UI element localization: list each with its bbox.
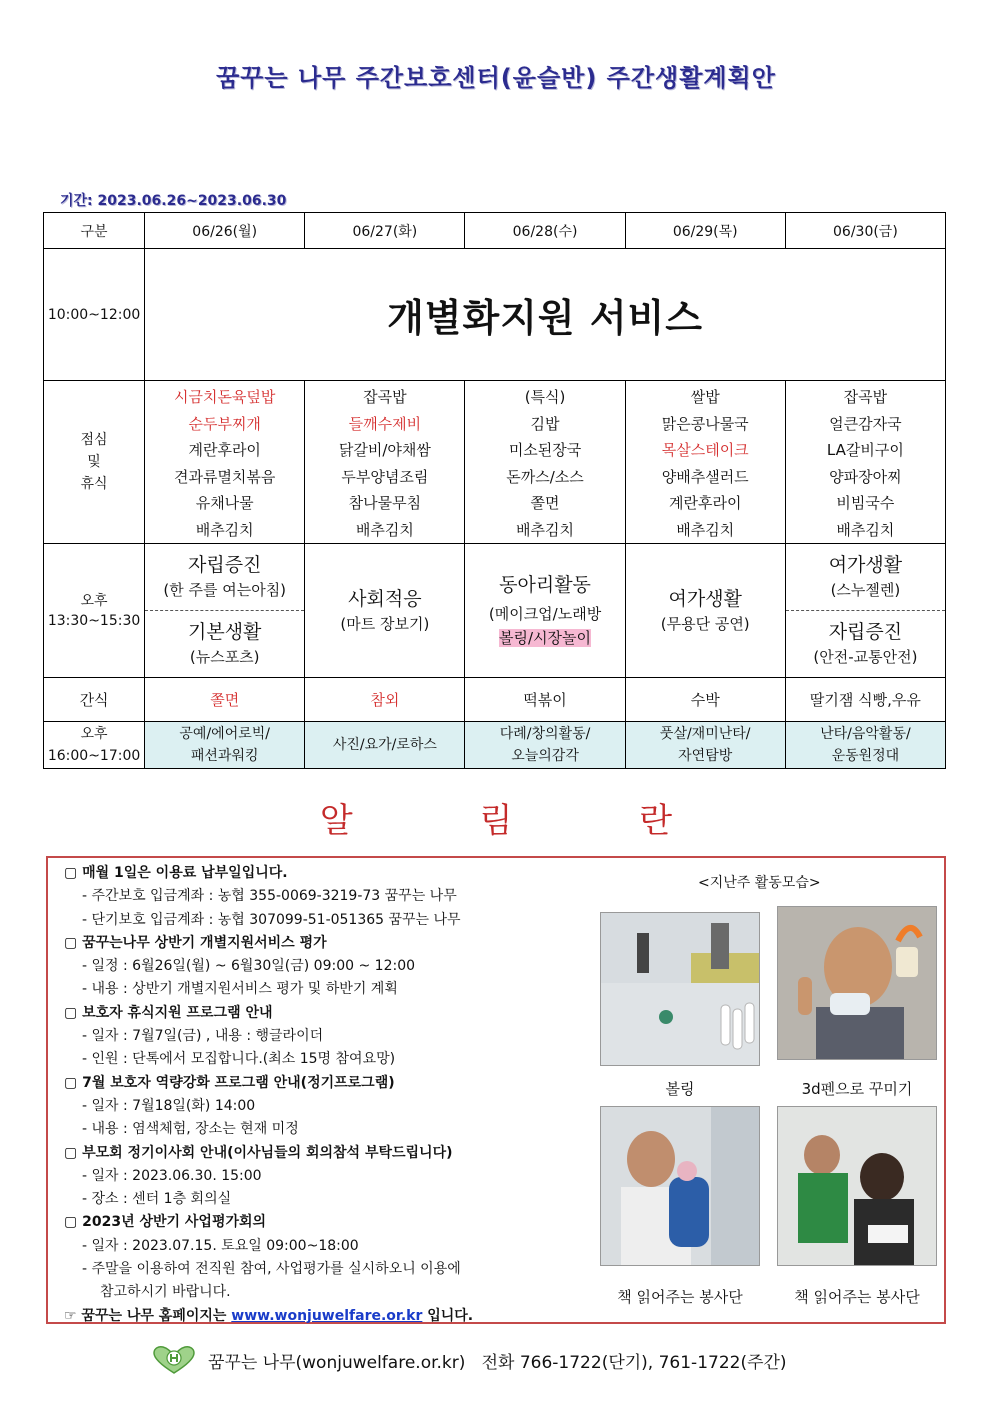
menu-item: 시금치돈육덮밥 (173, 388, 276, 406)
notice-detail: - 일자 : 2023.07.15. 토요일 09:00~18:00 (82, 1237, 359, 1254)
activity-title: 여가생활 (668, 587, 742, 610)
morning-row (44, 249, 946, 381)
homepage-line (64, 1305, 604, 1328)
late-line: 난타/음악활동/ (820, 726, 911, 742)
menu-item: 미소된장국 (508, 441, 582, 459)
notice-detail: - 내용 : 상반기 개별지원서비스 평가 및 하반기 계획 (82, 981, 398, 998)
header-cell: 06/28(수) (465, 213, 625, 249)
header-cell: 구분 (44, 213, 145, 249)
gallery-title: <지난주 활동모습> (698, 875, 821, 891)
lunch-label-line: 휴식 (80, 476, 108, 492)
photo-caption: 3d펜으로 꾸미기 (801, 1080, 913, 1098)
activity-wed (465, 544, 625, 678)
notice-detail: - 내용 : 염색체험, 장소는 현재 미정 (82, 1121, 299, 1138)
activity-thu (625, 544, 785, 678)
late-cell (465, 722, 625, 769)
menu-item: 계란후라이 (668, 494, 742, 512)
late-line: 패션과워킹 (190, 748, 259, 764)
menu-wed (465, 381, 625, 544)
menu-item: (특식) (524, 388, 566, 406)
activity-fri (785, 544, 945, 678)
activity-title: 자립증진 (187, 554, 262, 576)
header-cell: 06/26(월) (145, 213, 305, 249)
photo-3d-pen (777, 906, 937, 1060)
snack-cell: 딸기잼 식빵,우유 (785, 678, 945, 722)
activity-title: 사회적응 (348, 587, 422, 610)
snack-label: 간식 (44, 678, 145, 722)
late-label (44, 722, 145, 769)
late-cell (145, 722, 305, 769)
table-header-row (44, 213, 946, 249)
menu-item: 닭갈비/야채쌈 (338, 441, 431, 459)
late-cell (625, 722, 785, 769)
menu-mon (145, 381, 305, 544)
notice-item-title: ▢ 2023년 상반기 사업평가회의 (64, 1214, 267, 1231)
activity-title: 자립증진 (828, 621, 903, 643)
menu-item: 쌀밥 (690, 388, 720, 406)
afternoon-label (44, 544, 145, 678)
late-line: 사진/요가/로하스 (332, 737, 437, 753)
menu-item: 계란후라이 (188, 441, 261, 459)
period-label: 기간: 2023.06.26~2023.06.30 (60, 193, 287, 209)
weekly-plan-table (43, 212, 946, 769)
photo-caption: 볼링 (665, 1080, 695, 1098)
snack-cell: 수박 (625, 678, 785, 722)
menu-item: 배추김치 (195, 520, 254, 539)
late-line: 오늘의감각 (511, 748, 579, 764)
menu-item: 돈까스/소스 (506, 467, 584, 486)
activity-sub: (무용단 공연) (660, 614, 750, 633)
page-title: 꿈꾸는 나무 주간보호센터(윤슬반) 주간생활계획안 (216, 64, 776, 92)
footer (152, 1345, 787, 1375)
menu-item: 얼큰감자국 (829, 414, 902, 433)
late-line: 운동원정대 (831, 748, 900, 764)
notice-box (46, 856, 946, 1324)
late-line: 자연탐방 (678, 748, 733, 764)
lunch-row (44, 381, 946, 544)
notice-detail: - 장소 : 센터 1층 회의실 (82, 1191, 232, 1208)
morning-content: 개별화지원 서비스 (145, 249, 946, 381)
afternoon-label-line: 13:30~15:30 (47, 612, 141, 629)
time-label: 10:00~12:00 (44, 249, 145, 381)
late-cell (305, 722, 465, 769)
footer-text: 꿈꾸는 나무(wonjuwelfare.or.kr) 전화 766-1722(단기), 761-1722(주간) (208, 1352, 787, 1373)
lunch-label-line: 및 (87, 454, 101, 470)
menu-thu (625, 381, 785, 544)
notice-item-title: ▢ 보호자 휴식지원 프로그램 안내 (64, 1004, 273, 1021)
menu-item: 비빔국수 (836, 494, 895, 512)
menu-item: 목살스테이크 (661, 441, 749, 459)
lunch-label (44, 381, 145, 544)
afternoon-row (44, 544, 946, 678)
late-line: 공예/에어로빅/ (179, 726, 270, 742)
activity-sub: (스누젤렌) (830, 581, 901, 599)
header-cell: 06/27(화) (305, 213, 465, 249)
late-cell (785, 722, 945, 769)
late-label-line: 16:00~17:00 (47, 748, 141, 764)
homepage-link[interactable]: www.wonjuwelfare.or.kr (231, 1307, 423, 1324)
activity-title: 여가생활 (828, 554, 903, 576)
menu-item: 배추김치 (355, 520, 414, 539)
activity-title: 동아리활동 (499, 573, 591, 596)
menu-item: 배추김치 (676, 520, 735, 539)
photo-caption: 책 읽어주는 봉사단 (617, 1288, 743, 1306)
menu-item: 양배추샐러드 (661, 467, 749, 486)
menu-item: 참나물무침 (348, 494, 422, 512)
notice-item-title: ▢ 꿈꾸는나무 상반기 개별지원서비스 평가 (64, 934, 327, 951)
late-label-line: 오후 (80, 726, 108, 742)
menu-item: 두부양념조림 (341, 467, 429, 486)
menu-item: 김밥 (530, 414, 560, 433)
notice-detail: - 일자 : 2023.06.30. 15:00 (82, 1167, 262, 1184)
photo-bowling (600, 912, 760, 1066)
notice-detail: - 일자 : 7월7일(금) , 내용 : 행글라이더 (82, 1028, 324, 1045)
snack-cell: 떡볶이 (465, 678, 625, 722)
header-cell: 06/30(금) (785, 213, 945, 249)
notice-detail: - 일정 : 6월26일(월) ~ 6월30일(금) 09:00 ~ 12:00 (82, 958, 416, 975)
notice-heading: 알 림 란 (319, 801, 731, 841)
notice-detail: - 주말을 이용하여 전직원 참여, 사업평가를 실시하오니 이용에 (82, 1261, 461, 1278)
activity-sub: (안전-교통안전) (813, 648, 918, 666)
snack-row (44, 678, 946, 722)
lunch-label-line: 점심 (80, 432, 108, 448)
activity-sub: (마트 장보기) (340, 614, 430, 633)
menu-item: 양파장아찌 (829, 467, 902, 486)
notice-detail: 참고하시기 바랍니다. (100, 1284, 231, 1301)
menu-item: 쫄면 (530, 494, 560, 512)
notice-item-title: ▢ 매월 1일은 이용료 납부일입니다. (64, 865, 288, 881)
menu-item: 유채나물 (195, 494, 254, 512)
afternoon-label-line: 오후 (80, 592, 108, 609)
snack-cell: 쫄면 (145, 678, 305, 722)
menu-tue (305, 381, 465, 544)
snack-cell: 참외 (305, 678, 465, 722)
late-afternoon-row (44, 722, 946, 769)
activity-sub: (메이크업/노래방 (488, 604, 602, 623)
late-line: 다례/창의활동/ (499, 726, 591, 742)
late-line: 풋살/재미난타/ (659, 726, 751, 742)
notice-item-title: ▢ 7월 보호자 역량강화 프로그램 안내(정기프로그램) (64, 1074, 395, 1091)
photo-caption: 책 읽어주는 봉사단 (794, 1288, 920, 1306)
notice-item-title: ▢ 부모회 정기이사회 안내(이사님들의 회의참석 부탁드립니다) (64, 1144, 453, 1161)
menu-fri (785, 381, 945, 544)
homepage-text: ☞ 꿈꾸는 나무 홈페이지는 (64, 1307, 227, 1324)
heart-logo-icon (152, 1345, 196, 1375)
notice-detail: - 인원 : 단톡에서 모집합니다.(최소 15명 참여요망) (82, 1051, 396, 1068)
menu-item: 잡곡밥 (843, 388, 888, 406)
notice-detail: - 단기보호 입금계좌 : 농협 307099-51-051365 꿈꾸는 나무 (82, 911, 461, 928)
activity-sub: (한 주를 여는아침) (163, 581, 287, 599)
menu-item: 배추김치 (836, 520, 895, 539)
activity-title: 기본생활 (187, 621, 262, 643)
menu-item: 배추김치 (516, 520, 575, 539)
photo-reading-volunteers-2 (777, 1106, 937, 1266)
activity-sub: (뉴스포츠) (189, 648, 260, 666)
activity-tue (305, 544, 465, 678)
header-cell: 06/29(목) (625, 213, 785, 249)
photo-reading-volunteers-1 (600, 1106, 760, 1266)
activity-sub-highlight: 볼링/시장놀이 (499, 628, 592, 647)
homepage-text-end: 입니다. (427, 1307, 474, 1324)
notice-detail: - 일자 : 7월18일(화) 14:00 (82, 1097, 256, 1114)
menu-item: 견과류멸치볶음 (173, 467, 276, 486)
menu-item: 맑은콩나물국 (661, 414, 749, 433)
menu-item: 순두부찌개 (188, 414, 261, 433)
notice-detail: - 주간보호 입금계좌 : 농협 355-0069-3219-73 꿈꾸는 나무 (82, 888, 457, 905)
activity-mon (145, 544, 305, 678)
notice-list (64, 862, 604, 1328)
menu-item: 들깨수제비 (348, 414, 422, 433)
menu-item: 잡곡밥 (363, 388, 407, 406)
menu-item: LA갈비구이 (826, 441, 904, 459)
